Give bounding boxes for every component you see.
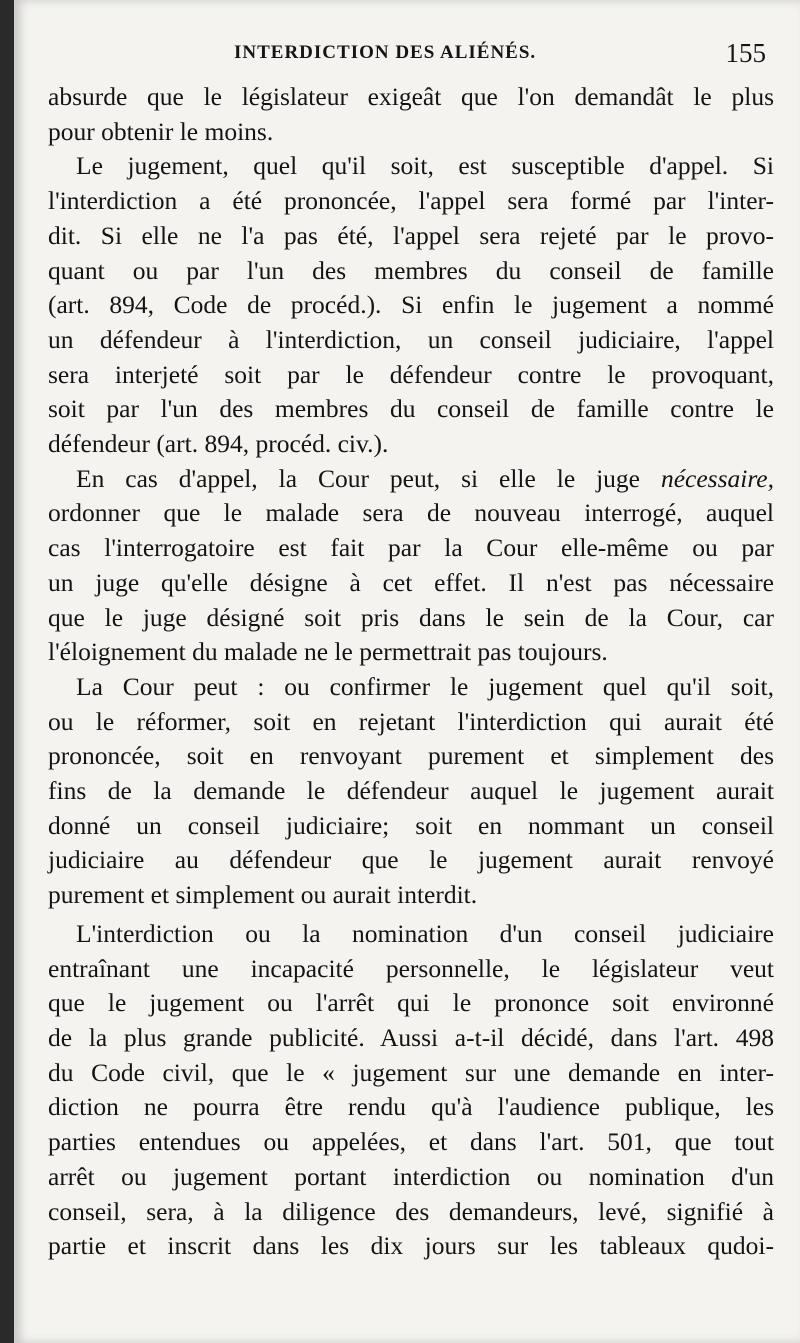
text-line: parties entendues ou appelées, et dans l'art. 501, que tout [48, 1127, 774, 1157]
text-line: prononcée, soit en renvoyant purement et simplement des [48, 741, 774, 771]
text-line: pour obtenir le moins. [48, 116, 274, 146]
text-run: En cas d'appel, la Cour peut, si elle le juge [76, 463, 640, 493]
running-title: INTERDICTION DES ALIÉNÉS. [234, 42, 537, 63]
text-line: ou le réformer, soit en rejetant l'interdiction qui aurait été [48, 706, 774, 736]
text-line: fins de la demande le défendeur auquel le jugement aurait [48, 776, 774, 806]
text-line: diction ne pourra être rendu qu'à l'audience publique, les [48, 1092, 774, 1122]
text-line: donné un conseil judiciaire; soit en nommant un conseil [48, 810, 774, 840]
text-line: absurde que le législateur exigeât que l'on demandât le plus [48, 82, 774, 111]
text-line: l'interdiction a été prononcée, l'appel sera formé par l'inter- [48, 186, 774, 216]
page-number: 155 [725, 38, 766, 68]
text-line: sera interjeté soit par le défendeur contre le provoquant, [48, 359, 774, 389]
text-line: arrêt ou jugement portant interdiction ou nomination d'un [48, 1161, 774, 1191]
text-line: conseil, sera, à la diligence des demandeurs, levé, signifié à [48, 1196, 774, 1226]
text-line: de la plus grande publicité. Aussi a-t-il décidé, dans l'art. 498 [48, 1022, 774, 1052]
text-line: L'interdiction ou la nomination d'un conseil judiciaire [76, 918, 774, 948]
text-line: du Code civil, que le « jugement sur une demande en inter- [48, 1057, 774, 1087]
text-line: que le juge désigné soit pris dans le sein de la Cour, car [48, 602, 774, 632]
text-line: l'éloignement du malade ne le permettrait pas toujours. [48, 637, 608, 667]
italic-word: nécessaire, [660, 463, 774, 493]
text-line: entraînant une incapacité personnelle, le législateur veut [48, 953, 774, 983]
text-line: partie et inscrit dans les dix jours sur les tableaux qudoi- [48, 1231, 774, 1261]
text-line [48, 462, 774, 497]
page-body [48, 80, 774, 1264]
text-line: soit par l'un des membres du conseil de famille contre le [48, 394, 774, 424]
book-page [14, 0, 800, 1343]
text-line: La Cour peut : ou confirmer le jugement quel qu'il soit, [76, 671, 774, 701]
text-line: dit. Si elle ne l'a pas été, l'appel sera rejeté par le provo- [48, 220, 774, 250]
text-line: judiciaire au défendeur que le jugement aurait renvoyé [48, 845, 774, 875]
text-line: que le jugement ou l'arrêt qui le prononce soit environné [48, 988, 774, 1018]
text-line: cas l'interrogatoire est fait par la Cour elle-même ou par [48, 533, 774, 563]
text-line: purement et simplement ou aurait interdit. [48, 880, 478, 910]
text-line: un défendeur à l'interdiction, un conseil judiciaire, l'appel [48, 324, 774, 354]
text-line: ordonner que le malade sera de nouveau interrogé, auquel [48, 498, 774, 528]
page-header [14, 38, 800, 78]
text-line: défendeur (art. 894, procéd. civ.). [48, 429, 389, 459]
text-line: Le jugement, quel qu'il soit, est susceptible d'appel. Si [76, 151, 774, 181]
text-line: (art. 894, Code de procéd.). Si enfin le jugement a nommé [48, 290, 774, 320]
text-line: quant ou par l'un des membres du conseil de famille [48, 255, 774, 285]
text-line: un juge qu'elle désigne à cet effet. Il n'est pas nécessaire [48, 567, 774, 597]
